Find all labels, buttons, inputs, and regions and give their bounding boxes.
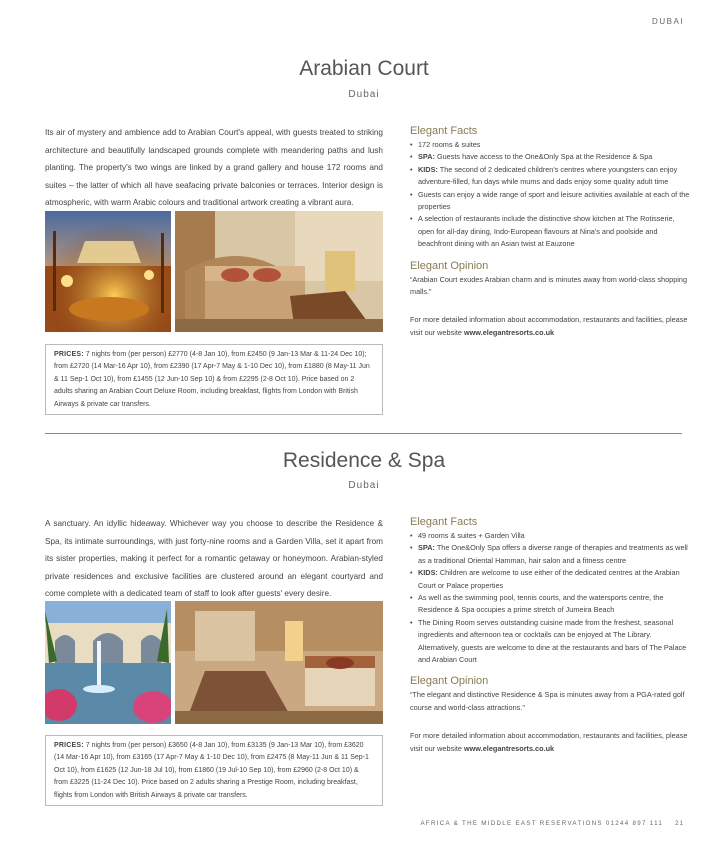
footer-reservations: AFRICA & THE MIDDLE EAST RESERVATIONS 01244 897 111 bbox=[420, 820, 664, 827]
more-info: For more detailed information about accommodation, restaurants and facilities, please visit our website www.elegantresorts.co.uk bbox=[410, 731, 688, 753]
fact-item: • As well as the swimming pool, tennis courts, and the watersports centre, the Residence & Spa occupies a prime stretch of Jumeira Beach bbox=[410, 593, 664, 615]
intro-text: Its air of mystery and ambience add to Arabian Court's appeal, with guests treated to striking architecture and beautifully landscaped grounds complete with meandering paths and lush planting. The property's two wings are linked by a grand gallery and house 172 rooms and suites – the latter of which all have seafacing private balconies or terraces. Interior design is atmospheric, with warm Arabic colours and traditional artwork creating a vibrant aura. bbox=[45, 128, 383, 208]
restaurant-photo bbox=[45, 211, 171, 332]
bedroom-photo bbox=[175, 211, 383, 332]
footer bbox=[421, 820, 685, 827]
opinion-quote: “Arabian Court exudes Arabian charm and is minutes away from world-class shopping malls.” bbox=[410, 274, 688, 297]
section-subtitle: Dubai bbox=[348, 480, 380, 491]
fact-item: • The Dining Room serves outstanding cuisine made from the freshest, seasonal ingredients and afternoon tea or cocktails can be enjoyed at The Library. Alternatively, guests are welcome to dine at the restaurants and bars of The Palace and Arabian Court bbox=[410, 617, 687, 665]
fact-item: • 49 rooms & suites + Garden Villa bbox=[410, 531, 525, 540]
facts-column bbox=[410, 125, 690, 339]
website-link[interactable]: www.elegantresorts.co.uk bbox=[463, 743, 555, 753]
page-number: 21 bbox=[675, 820, 684, 827]
facts-heading: Elegant Facts bbox=[410, 125, 478, 137]
fact-item: • SPA: The One&Only Spa offers a diverse range of therapies and treatments as well as a traditional Oriental Hamman, hair salon and a fitness centre bbox=[410, 543, 688, 565]
living-room-photo bbox=[175, 601, 383, 724]
fact-item: • 172 rooms & suites bbox=[410, 140, 481, 149]
fact-item: • KIDS: The second of 2 dedicated children's centres where youngsters can enjoy adventure-filled, fun days while mums and dads enjoy some quality adult time bbox=[410, 164, 678, 187]
section-title: Residence & Spa bbox=[282, 449, 446, 472]
opinion-quote: “The elegant and distinctive Residence & Spa is minutes away from a PGA-rated golf course and world-class attractions.” bbox=[410, 690, 685, 712]
opinion-heading: Elegant Opinion bbox=[410, 675, 489, 688]
prices-box bbox=[45, 735, 383, 806]
prices-text: 7 nights from (per person) £3650 (4-8 Jan 10), from £3135 (9 Jan-13 Mar 10), from £3620 (14 Mar-16 Apr 10), from £3165 (17 Apr-7 May & 1-10 Dec 10), from £2475 (8 May-11 Jun & 11 Sep-1 Oct 10), from £1625 (12 Jun-18 Jul 10), from £1860 (19 Jul-10 Sep 10), from £2960 (2-8 Oct 10) & from £3225 (11-24 Dec 10). Price based on 2 adults sharing a Prestige Room, including breakfast, flights from London with British Airways & private car transfers. bbox=[54, 742, 369, 799]
prices-label: PRICES: bbox=[54, 351, 84, 358]
facts-heading: Elegant Facts bbox=[410, 516, 478, 528]
website-link[interactable]: www.elegantresorts.co.uk bbox=[463, 327, 555, 337]
prices-label: PRICES: bbox=[54, 742, 84, 749]
opinion-heading: Elegant Opinion bbox=[410, 259, 489, 272]
courtyard-photo bbox=[45, 601, 171, 724]
fact-item: • A selection of restaurants include the distinctive show kitchen at The Rotisserie, open for all-day dining, Indo-European flavours at Nina's and poolside and beachfront dining with an Asian twist at Eauzone bbox=[410, 214, 675, 249]
fact-item: • Guests can enjoy a wide range of sport and leisure activities available at each of the properties bbox=[410, 189, 690, 212]
intro-text: A sanctuary. An idyllic hideaway. Whichever way you choose to describe the Residence & Spa, its intimate surroundings, with just forty-nine rooms and a Garden Villa, set it apart from its sister properties, making it perfect for a romantic getaway or honeymoon. Arabian-styled private residences and exclusive facilities are clustered around an elegant courtyard and come complete with a dedicated team of staff to look after guests' every desire. bbox=[45, 519, 383, 599]
facts-list bbox=[410, 139, 690, 251]
fact-item: • SPA: Guests have access to the One&Only Spa at the Residence & Spa bbox=[410, 152, 653, 162]
fact-item: • KIDS: Children are welcome to use either of the dedicated centres at the Arabian Court or Palace properties bbox=[410, 568, 680, 590]
section-title: Arabian Court bbox=[299, 57, 429, 80]
more-info: For more detailed information about accommodation, restaurants and facilities, please visit our website www.elegantresorts.co.uk bbox=[410, 315, 688, 337]
facts-list bbox=[410, 530, 690, 666]
prices-box bbox=[45, 344, 383, 415]
section-subtitle: Dubai bbox=[348, 89, 380, 100]
section-divider bbox=[45, 433, 682, 434]
prices-text: 7 nights from (per person) £2770 (4-8 Jan 10), from £2450 (9 Jan-13 Mar & 11-24 Dec 10); from £2720 (14 Mar-16 Apr 10), from £2390 (17 Apr-7 May & 1-10 Dec 10), from £1880 (8 May-11 Jun & 11 Sep-1 Oct 10), from £1455 (12 Jun-10 Sep 10) & from £2295 (2-8 Oct 10). Price based on 2 adults sharing an Arabian Court Deluxe Room, including breakfast, flights from London with British Airways & private car transfers. bbox=[54, 351, 370, 408]
facts-column bbox=[410, 516, 690, 755]
region-label: DUBAI bbox=[652, 17, 684, 26]
